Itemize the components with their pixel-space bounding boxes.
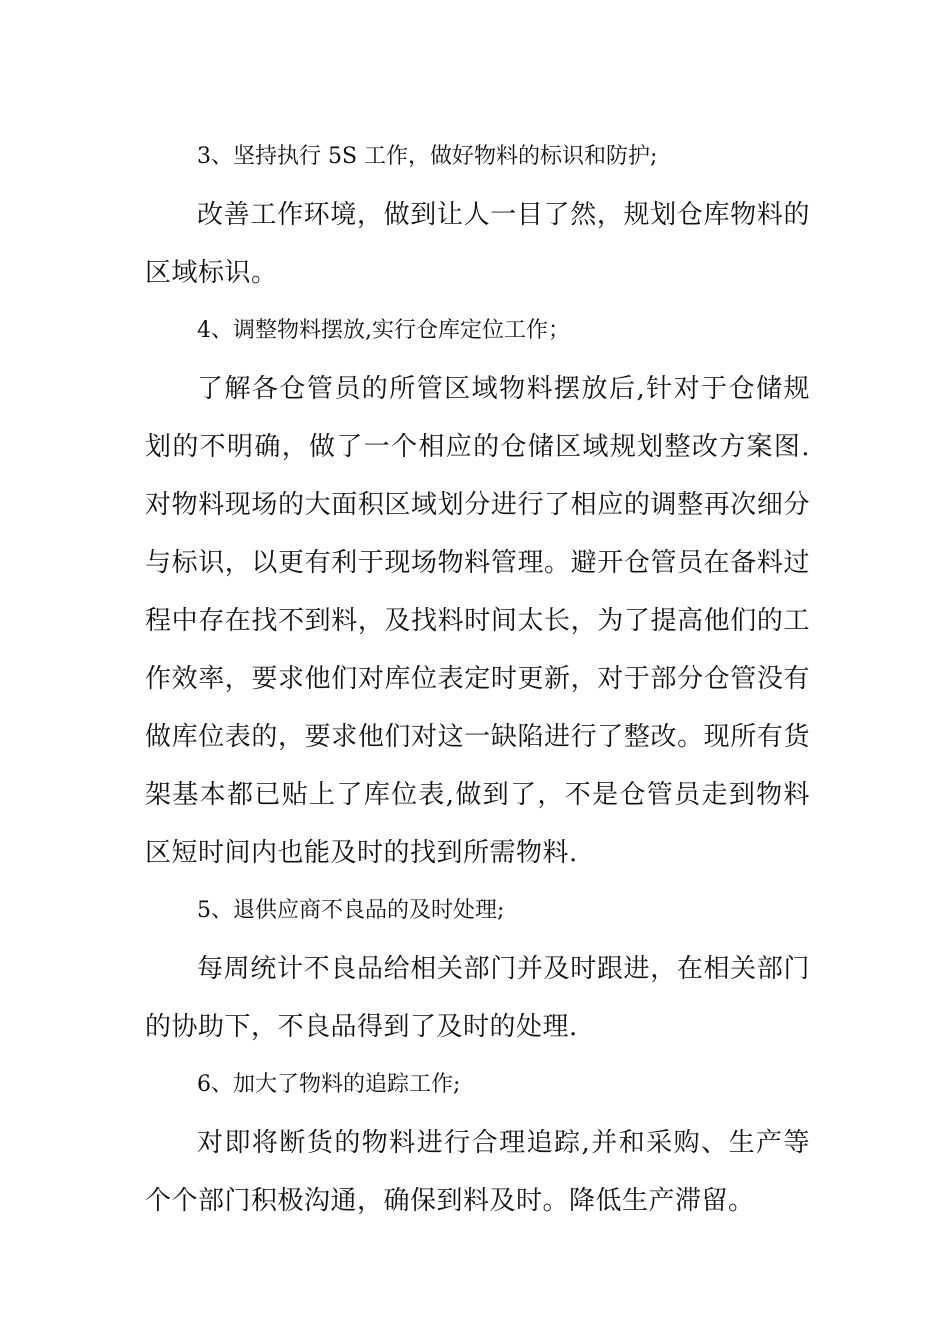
document-body	[145, 128, 810, 1230]
section-5-heading: 5、退供应商不良品的及时处理;	[197, 898, 505, 923]
section-4-heading: 4、调整物料摆放,实行仓库定位工作；	[197, 318, 570, 343]
section-4-body: 了解各仓管员的所管区域物料摆放后,针对于仓储规划的不明确，做了一个相应的仓储区域规划整改方案图.对物料现场的大面积区域划分进行了相应的调整再次细分与标识，以更有利于现场物料管理。避开仓管员在备料过程中存在找不到料，及找料时间太长，为了提高他们的工作效率，要求他们对库位表定时更新，对于部分仓管没有做库位表的，要求他们对这一缺陷进行了整改。现所有货架基本都已贴上了库位表,做到了，不是仓管员走到物料区短时间内也能及时的找到所需物料.	[145, 374, 810, 868]
section-3-body: 改善工作环境，做到让人一目了然，规划仓库物料的区域标识。	[145, 200, 810, 288]
section-3-heading: 3、坚持执行 5S 工作，做好物料的标识和防护;	[197, 144, 658, 169]
section-5-body: 每周统计不良品给相关部门并及时跟进，在相关部门的协助下，不良品得到了及时的处理.	[145, 954, 810, 1042]
section-6-body: 对即将断货的物料进行合理追踪,并和采购、生产等个个部门积极沟通，确保到料及时。降低生产滞留。	[145, 1128, 810, 1216]
section-6-heading: 6、加大了物料的追踪工作;	[197, 1072, 461, 1097]
